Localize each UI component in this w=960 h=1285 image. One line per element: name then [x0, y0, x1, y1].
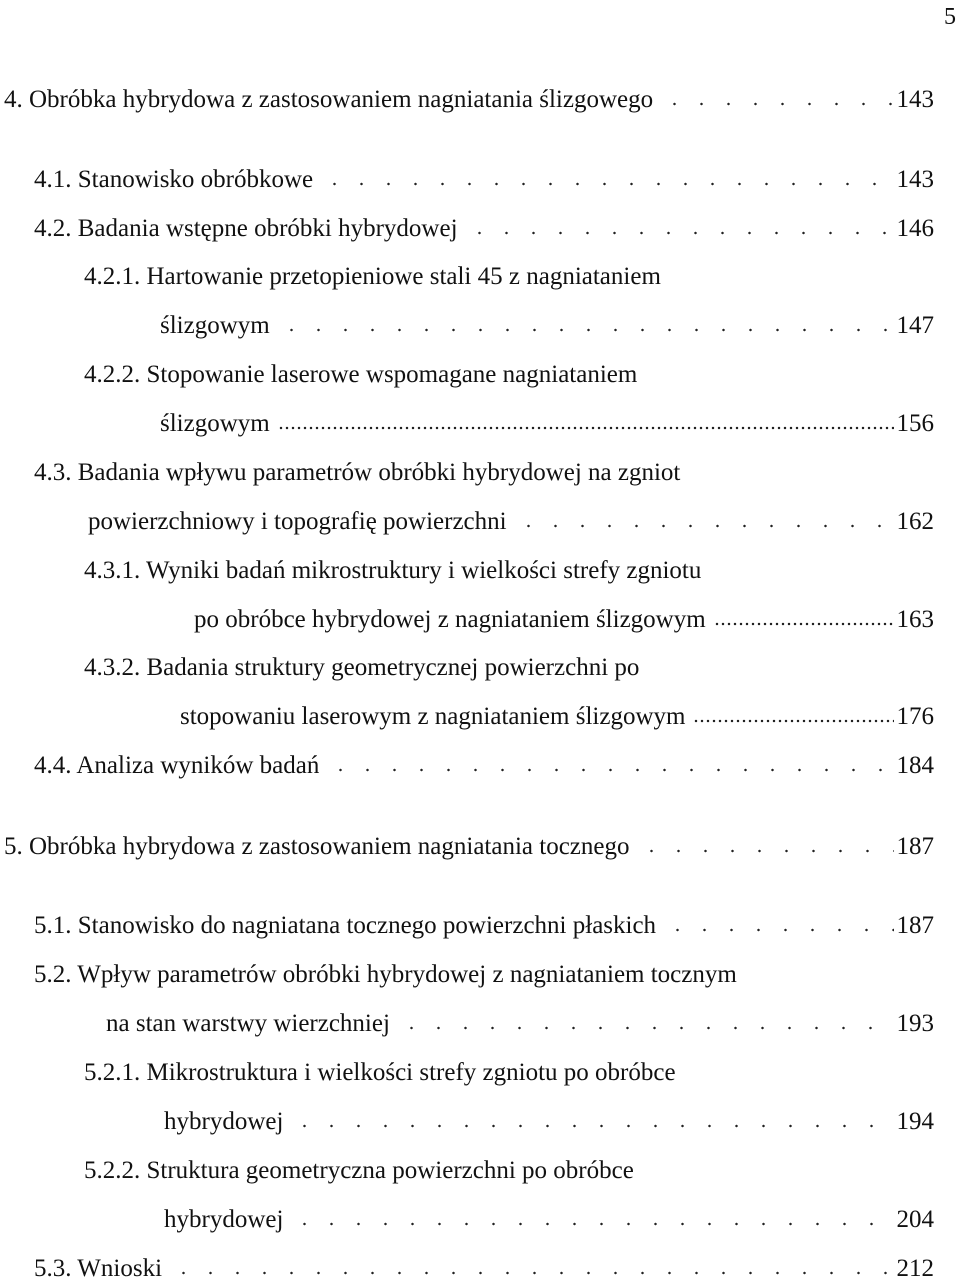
dot-leader	[515, 523, 894, 529]
toc-entry-title: 5. Obróbka hybrydowa z zastosowaniem nagniatania tocznego	[4, 833, 630, 860]
toc-entry-title: 4.2.1. Hartowanie przetopieniowe stali 45 z nagniataniem	[84, 263, 661, 290]
toc-entry-title: 4.3.1. Wyniki badań mikrostruktury i wielkości strefy zgniotu	[84, 557, 702, 584]
toc-entry-page: 193	[896, 1010, 934, 1037]
toc-entry-page: 184	[896, 752, 934, 779]
toc-entry	[194, 604, 934, 636]
toc-entry-title: na stan warstwy wierzchniej	[106, 1010, 390, 1037]
toc-entry-page: 163	[896, 606, 934, 633]
toc-entry-title: stopowaniu laserowym z nagniataniem ślizgowym	[180, 703, 686, 730]
toc-entry-title: ślizgowym	[160, 312, 270, 339]
toc-entry-title: 5.3. Wnioski	[34, 1255, 163, 1282]
toc-entry	[84, 652, 934, 684]
toc-entry-title: 5.2.2. Struktura geometryczna powierzchni po obróbce	[84, 1157, 634, 1184]
toc-entry-page: 143	[896, 86, 934, 113]
toc-entry	[106, 1008, 934, 1040]
toc-entry	[180, 701, 934, 733]
toc-entry-title: 4.2.2. Stopowanie laserowe wspomagane nagniataniem	[84, 361, 638, 388]
dot-leader	[714, 621, 894, 627]
toc-entry	[84, 1155, 934, 1187]
toc-entry-page: 147	[896, 312, 934, 339]
dot-leader	[291, 1221, 893, 1227]
toc-entry-page: 204	[896, 1206, 934, 1233]
toc-entry-title: 5.2.1. Mikrostruktura i wielkości strefy zgniotu po obróbce	[84, 1059, 676, 1086]
toc-entry	[84, 261, 934, 293]
dot-leader	[664, 927, 893, 933]
toc-entry-page: 143	[896, 166, 934, 193]
toc-entry	[84, 555, 934, 587]
dot-leader	[327, 767, 893, 773]
page-number: 5	[944, 4, 956, 30]
toc-entry	[34, 457, 934, 489]
dot-leader	[466, 230, 894, 236]
toc-entry-title: 4.1. Stanowisko obróbkowe	[34, 166, 314, 193]
toc-entry-title: 5.1. Stanowisko do nagniatana tocznego powierzchni płaskich	[34, 912, 657, 939]
toc-entry-title: po obróbce hybrydowej z nagniataniem ślizgowym	[194, 606, 706, 633]
toc-entry-page: 212	[896, 1255, 934, 1282]
toc-entry	[164, 1204, 934, 1236]
toc-entry	[34, 1253, 934, 1285]
toc-entry-title: 4.2. Badania wstępne obróbki hybrydowej	[34, 215, 458, 242]
dot-leader	[291, 1123, 893, 1129]
toc-entry	[84, 1057, 934, 1089]
toc-entry	[160, 408, 934, 440]
dot-leader	[638, 848, 894, 854]
toc-entry-page: 176	[896, 703, 934, 730]
toc-entry-title: powierzchniowy i topografię powierzchni	[88, 508, 507, 535]
toc-entry-title: 4.4. Analiza wyników badań	[34, 752, 320, 779]
toc-entry-title: 4. Obróbka hybrydowa z zastosowaniem nagniatania ślizgowego	[4, 86, 654, 113]
dot-leader	[321, 181, 893, 187]
dot-leader	[170, 1270, 893, 1276]
toc-entry-page: 194	[896, 1108, 934, 1135]
toc-entry-title: ślizgowym	[160, 410, 270, 437]
toc-entry	[34, 910, 934, 942]
toc-entry	[34, 213, 934, 245]
toc-entry-page: 187	[896, 912, 934, 939]
dot-leader	[661, 101, 893, 107]
toc-entry-title: 4.3.2. Badania struktury geometrycznej powierzchni po	[84, 654, 640, 681]
toc-entry-title: 5.2. Wpływ parametrów obróbki hybrydowej z nagniataniem tocznym	[34, 961, 737, 988]
toc-entry	[4, 831, 934, 863]
dot-leader	[278, 327, 894, 333]
toc-entry	[160, 310, 934, 342]
dot-leader	[398, 1025, 894, 1031]
toc-entry-title: hybrydowej	[164, 1108, 284, 1135]
toc-entry	[88, 506, 934, 538]
toc-entry	[4, 84, 934, 116]
toc-entry-page: 162	[896, 508, 934, 535]
toc-entry-title: 4.3. Badania wpływu parametrów obróbki hybrydowej na zgniot	[34, 459, 681, 486]
dot-leader	[278, 425, 894, 431]
toc-entry	[34, 959, 934, 991]
toc-entry-title: hybrydowej	[164, 1206, 284, 1233]
toc-entry	[34, 164, 934, 196]
toc-entry-page: 156	[896, 410, 934, 437]
toc-entry	[164, 1106, 934, 1138]
toc-entry-page: 187	[896, 833, 934, 860]
toc-entry	[34, 750, 934, 782]
toc-entry	[84, 359, 934, 391]
toc-entry-page: 146	[896, 215, 934, 242]
dot-leader	[693, 718, 893, 724]
